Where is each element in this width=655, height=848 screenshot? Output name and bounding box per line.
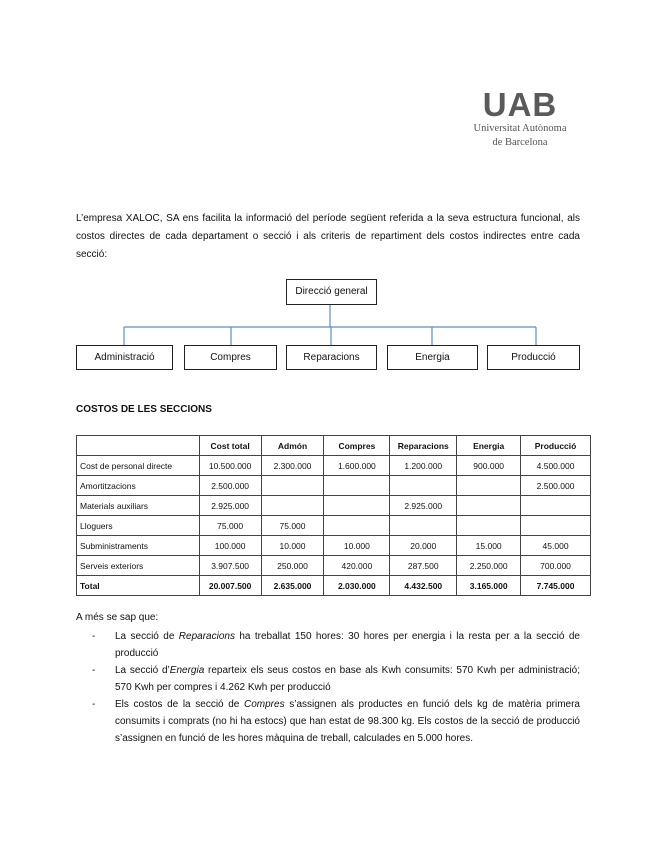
table-row [77, 516, 591, 536]
logo-line-2: de Barcelona [492, 137, 548, 148]
table-cell [390, 476, 457, 496]
table-cell [324, 476, 390, 496]
table-cell: 250.000 [261, 556, 324, 576]
org-box-compres: Compres [184, 345, 277, 370]
list-item [92, 628, 580, 662]
table-cell: 10.000 [324, 536, 390, 556]
table-cell: 2.925.000 [390, 496, 457, 516]
table-cell: 2.500.000 [521, 476, 591, 496]
table-cell: 420.000 [324, 556, 390, 576]
note-text: La secció d’ [115, 665, 170, 676]
list-dash: - [92, 699, 96, 710]
table-cell: Amortitzacions [77, 476, 200, 496]
table-header-cell: Cost total [199, 436, 261, 456]
table-cell: 15.000 [457, 536, 521, 556]
table-cell: 4.432.500 [390, 576, 457, 596]
table-cell [324, 516, 390, 536]
table-cell: 3.907.500 [199, 556, 261, 576]
org-box-administracio: Administració [76, 345, 173, 370]
table-cell [261, 476, 324, 496]
table-cell: 700.000 [521, 556, 591, 576]
table-cell [457, 516, 521, 536]
table-cell: 900.000 [457, 456, 521, 476]
table-cell [457, 496, 521, 516]
org-box-produccio: Producció [487, 345, 580, 370]
table-cell: 20.007.500 [199, 576, 261, 596]
table-cell: Cost de personal directe [77, 456, 200, 476]
table-cell: Lloguers [77, 516, 200, 536]
note-text: ha treballat 150 hores: 30 hores per energia i la resta per a la secció de producció [115, 631, 580, 659]
table-cell: Serveis exteriors [77, 556, 200, 576]
table-header-cell: Admón [261, 436, 324, 456]
table-cell [521, 516, 591, 536]
table-cell: 2.300.000 [261, 456, 324, 476]
note-emphasis: Reparacions [178, 631, 235, 642]
table-row [77, 496, 591, 516]
table-cell: 10.500.000 [199, 456, 261, 476]
table-row [77, 536, 591, 556]
table-cell: 1.600.000 [324, 456, 390, 476]
table-cell: 75.000 [261, 516, 324, 536]
table-cell: 1.200.000 [390, 456, 457, 476]
list-dash: - [92, 631, 96, 642]
table-header-cell: Energia [457, 436, 521, 456]
note-text: Els costos de la secció de [115, 699, 244, 710]
costs-table [76, 435, 591, 596]
table-cell [457, 476, 521, 496]
table-cell: Subministraments [77, 536, 200, 556]
table-cell: 2.925.000 [199, 496, 261, 516]
table-cell: 2.635.000 [261, 576, 324, 596]
note-emphasis: Energia [169, 665, 205, 676]
table-cell: 45.000 [521, 536, 591, 556]
table-row-total [77, 576, 591, 596]
logo-mark: UAB [482, 86, 558, 123]
table-cell: 2.500.000 [199, 476, 261, 496]
table-header-cell: Reparacions [390, 436, 457, 456]
table-cell: 287.500 [390, 556, 457, 576]
table-cell: 100.000 [199, 536, 261, 556]
table-cell: 20.000 [390, 536, 457, 556]
table-cell [261, 496, 324, 516]
notes-list [92, 628, 580, 747]
note-text: reparteix els seus costos en base als Kwh consumits: 570 Kwh per administració; 570 Kwh per compres i 4.262 Kwh per producció [115, 665, 580, 693]
table-cell: 4.500.000 [521, 456, 591, 476]
table-header-cell: Producció [521, 436, 591, 456]
section-title: COSTOS DE LES SECCIONS [76, 404, 212, 415]
logo-line-1: Universitat Autònoma [473, 123, 567, 134]
table-header-row [77, 436, 591, 456]
note-text: La secció de [115, 631, 179, 642]
note-emphasis: Compres [244, 699, 285, 710]
org-box-energia: Energia [387, 345, 478, 370]
table-row [77, 556, 591, 576]
intro-paragraph: L’empresa XALOC, SA ens facilita la informació del període següent referida a la seva estructura funcional, als costos directes de cada departament o secció i als criteris de repartiment dels costos indirectes entre cada secció: [76, 213, 580, 260]
table-cell [324, 496, 390, 516]
table-row [77, 456, 591, 476]
list-dash: - [92, 665, 96, 676]
table-cell [521, 496, 591, 516]
org-box-direccio-general: Direcció general [286, 279, 377, 305]
table-cell: 2.030.000 [324, 576, 390, 596]
org-box-reparacions: Reparacions [286, 345, 377, 370]
table-cell: Total [77, 576, 200, 596]
table-cell [390, 516, 457, 536]
list-item [92, 662, 580, 696]
table-cell: Materials auxiliars [77, 496, 200, 516]
table-header-cell [77, 436, 200, 456]
note-text: s’assignen als productes en funció dels kg de matèria primera consumits i comprats (no hi ha estocs) que han estat de 98.300 kg. Els costos de la secció de producció s’assignen en funció de les hores màquina de treball, calculades en 5.000 hores. [115, 699, 580, 744]
table-cell: 7.745.000 [521, 576, 591, 596]
table-row [77, 476, 591, 496]
table-cell: 3.165.000 [457, 576, 521, 596]
table-cell: 75.000 [199, 516, 261, 536]
table-cell: 10.000 [261, 536, 324, 556]
list-item [92, 696, 580, 747]
more-info-title: A més se sap que: [76, 612, 159, 623]
table-cell: 2.250.000 [457, 556, 521, 576]
table-header-cell: Compres [324, 436, 390, 456]
